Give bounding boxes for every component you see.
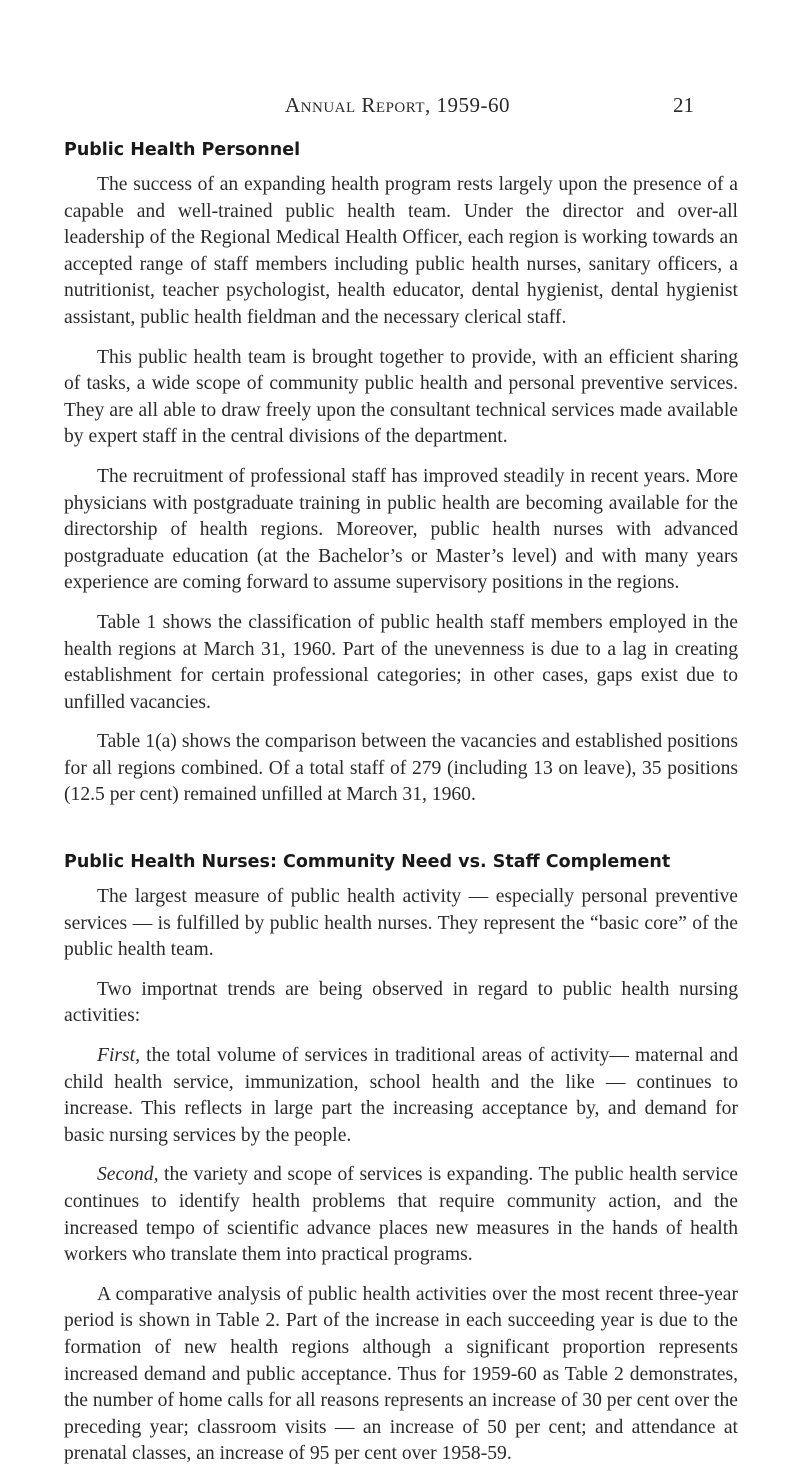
paragraph: A comparative analysis of public health activities over the most recent three-year period is shown in Table 2. Part of the increase in each succeeding year is due to the formation of new health regions although a significant proportion represents increased demand and public acceptance. Thus for 1959-60 as Table 2 demonstrates, the number of home calls for all reasons represents an increase of 30 per cent over the preceding year; classroom visits — an increase of 50 per cent; and attendance at prenatal classes, an increase of 95 per cent over 1958-59. [64, 1283, 738, 1465]
paragraph: Two importnat trends are being observed in regard to public health nursing activities: [64, 978, 738, 1027]
running-title: Annual Report, 1959-60 [285, 93, 511, 117]
paragraph: Table 1 shows the classification of public health staff members employed in the health regions at March 31, 1960. Part of the unevenness is due to a lag in creating establishment for certain professional categories; in other cases, gaps exist due to unfilled vacancies. [64, 611, 738, 713]
section-heading-personnel: Public Health Personnel [64, 140, 301, 160]
page-body [64, 138, 738, 1468]
page-number: 21 [673, 93, 694, 117]
paragraph-first [64, 1043, 738, 1149]
paragraph: This public health team is brought together to provide, with an efficient sharing of tasks, a wide scope of community public health and personal preventive services. They are all able to draw freely upon the consultant technical services made available by expert staff in the central divisions of the department. [64, 346, 738, 448]
paragraph: Table 1(a) shows the comparison between the vacancies and established positions for all regions combined. Of a total staff of 279 (including 13 on leave), 35 positions (12.5 per cent) remained unfilled at March 31, 1960. [64, 731, 738, 806]
first-text: the total volume of services in traditional areas of activity— maternal and child health service, immunization, school health and the like — continues to increase. This reflects in large part the increasing acceptance by, and demand for basic nursing services by the people. [64, 1045, 738, 1146]
paragraph: The largest measure of public health activity — especially personal preventive services — is fulfilled by public health nurses. They represent the “basic core” of the public health team. [64, 886, 738, 961]
paragraph-second [64, 1162, 738, 1268]
running-head [0, 93, 800, 123]
second-label: Second, [97, 1164, 159, 1186]
paragraph: The success of an expanding health program rests largely upon the presence of a capable and well-trained public health team. Under the director and over-all leadership of the Regional Medical Health Officer, each region is working towards an accepted range of staff members including public health nurses, sanitary officers, a nutritionist, teacher psychologist, health educator, dental hygienist, dental hygienist assistant, public health fieldman and the necessary clerical staff. [64, 174, 738, 328]
first-label: First, [97, 1045, 141, 1067]
paragraph: The recruitment of professional staff has improved steadily in recent years. More physicians with postgraduate training in public health are becoming available for the directorship of health regions. Moreover, public health nurses with advanced postgraduate education (at the Bachelor’s or Master’s level) and with many years experience are coming forward to assume supervisory positions in the regions. [64, 465, 738, 594]
second-text: the variety and scope of services is expanding. The public health service continues to identify health problems that require community action, and the increased tempo of scientific advance places new measures in the hands of health workers who translate them into practical programs. [64, 1164, 738, 1266]
section-heading-nurses: Public Health Nurses: Community Need vs. Staff Complement [64, 852, 671, 873]
